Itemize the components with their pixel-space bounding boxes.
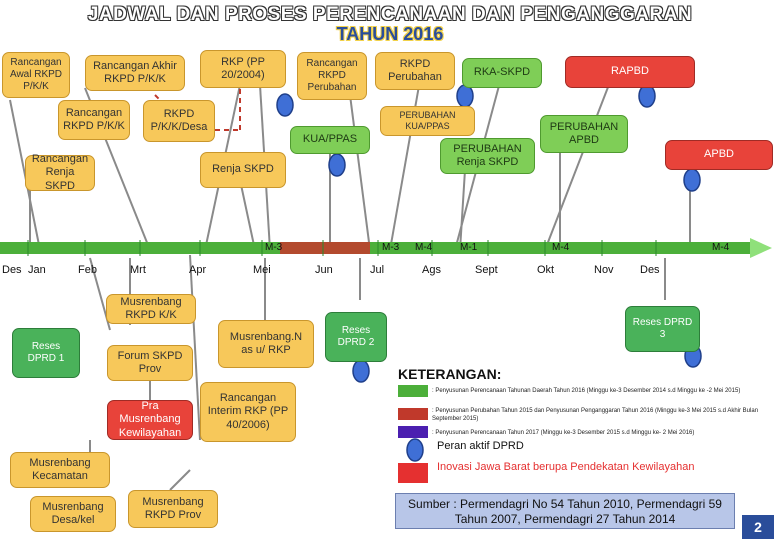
box-rkpd-desa: RKPD P/K/K/Desa [143, 100, 215, 142]
box-rka-skpd: RKA-SKPD [462, 58, 542, 88]
month-des: Des [2, 264, 22, 276]
box-musrenbang-nas: Musrenbang.N as u/ RKP [218, 320, 314, 368]
month-apr: Apr [189, 264, 207, 276]
box-akhir-rkpd: Rancangan Akhir RKPD P/K/K [85, 55, 185, 91]
legend-swatch-green [398, 385, 428, 397]
page-number: 2 [742, 515, 774, 539]
legend-peran: Peran aktif DPRD [437, 440, 524, 452]
box-ranc-rkpd: Rancangan RKPD P/K/K [58, 100, 130, 140]
legend-swatch-red [398, 408, 428, 420]
legend-swatch-redbox [398, 463, 428, 483]
box-musren-kec: Musrenbang Kecamatan [10, 452, 110, 488]
box-kua-ppas: KUA/PPAS [290, 126, 370, 154]
marker-m3-a: M-3 [265, 242, 283, 253]
marker-m4-b: M-4 [552, 242, 570, 253]
month-mrt: Mrt [130, 264, 146, 276]
box-rkp: RKP (PP 20/2004) [200, 50, 286, 88]
box-awal-rkpd: Rancangan Awal RKPD P/K/K [2, 52, 70, 98]
month-okt: Okt [537, 264, 555, 276]
box-ranc-rkpd-perubahan: Rancangan RKPD Perubahan [297, 52, 367, 100]
box-rapbd: RAPBD [565, 56, 695, 88]
box-pra-musrenbang: Pra Musrenbang Kewilayahan [107, 400, 193, 440]
box-forum-skpd: Forum SKPD Prov [107, 345, 193, 381]
month-nov: Nov [594, 264, 614, 276]
legend-blue-dot-icon [405, 438, 425, 462]
legend-item-1: : Penyusunan Perencanaan Tahunan Daerah Tahun 2016 (Minggu ke-3 Desember 2014 s.d Minggu ke -2 Mei 2015) [432, 388, 741, 394]
box-apbd: APBD [665, 140, 773, 170]
marker-m1: M-1 [460, 242, 478, 253]
marker-m4-c: M-4 [712, 242, 730, 253]
box-interim-rkp: Rancangan Interim RKP (PP 40/2006) [200, 382, 296, 442]
month-jul: Jul [370, 264, 385, 276]
marker-m4-a: M-4 [415, 242, 433, 253]
month-sept: Sept [475, 264, 498, 276]
month-des-end: Des [640, 264, 660, 276]
box-ranc-renja: Rancangan Renja SKPD [25, 155, 95, 191]
timeline-arrow [750, 238, 772, 258]
box-reses-3: Reses DPRD 3 [625, 306, 700, 352]
month-jun: Jun [315, 264, 333, 276]
month-ags: Ags [422, 264, 441, 276]
box-reses-1: Reses DPRD 1 [12, 328, 80, 378]
month-feb: Feb [78, 264, 97, 276]
legend-inovasi: Inovasi Jawa Barat berupa Pendekatan Kewilayahan [437, 461, 695, 473]
timeline-segment-red [280, 242, 370, 254]
page-subtitle: TAHUN 2016 [336, 24, 444, 44]
source-note: Sumber : Permendagri No 54 Tahun 2010, Permendagri 59 Tahun 2007, Permendagri 27 Tahun 2014 [395, 493, 735, 529]
box-perubahan-apbd: PERUBAHAN APBD [540, 115, 628, 153]
box-renja: Renja SKPD [200, 152, 286, 188]
page-title: JADWAL DAN PROSES PERENCANAAN DAN PENGANGGARAN [87, 4, 693, 25]
month-mei: Mei [253, 264, 271, 276]
box-musrenbang-rkpd: Musrenbang RKPD K/K [106, 294, 196, 324]
box-musren-desa: Musrenbang Desa/kel [30, 496, 116, 532]
legend-item-3: : Penyusunan Perencanaan Tahun 2017 (Minggu ke-3 Desember 2015 s.d Minggu ke- 2 Mei 2016) [432, 430, 695, 436]
box-rkpd-perubahan: RKPD Perubahan [375, 52, 455, 90]
box-perubahan-kua: PERUBAHAN KUA/PPAS [380, 106, 475, 136]
box-perubahan-renja: PERUBAHAN Renja SKPD [440, 138, 535, 174]
month-jan: Jan [28, 264, 46, 276]
legend-item-2: : Penyusunan Perubahan Tahun 2015 dan Penyusunan Penganggaran Tahun 2016 (Minggu ke-3 Mei 2015 s.d Akhir Bulan September 2015) [432, 408, 759, 422]
box-reses-2: Reses DPRD 2 [325, 312, 387, 362]
marker-m3-b: M-3 [382, 242, 400, 253]
legend-heading: KETERANGAN: [398, 366, 502, 382]
box-musren-prov: Musrenbang RKPD Prov [128, 490, 218, 528]
legend-swatch-purple [398, 426, 428, 438]
